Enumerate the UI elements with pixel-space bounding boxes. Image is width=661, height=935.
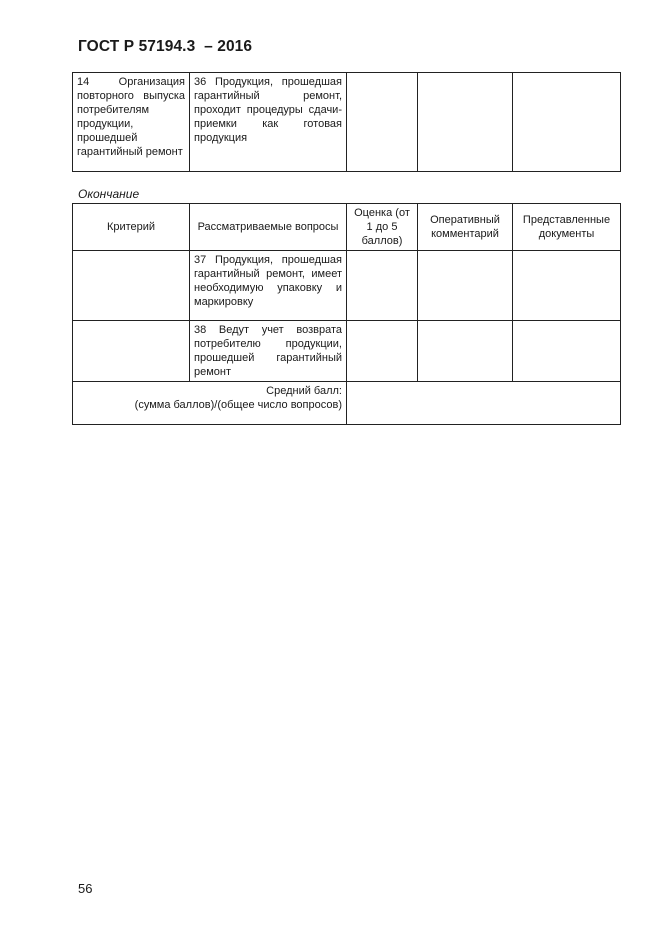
- column-header-criterion: Критерий: [73, 204, 190, 251]
- average-score-label: Средний балл:: [266, 385, 342, 397]
- table-row: [73, 321, 621, 382]
- question-cell: 38 Ведут учет возврата потребителю продукции, прошедшей гарантийный ремонт: [190, 321, 347, 382]
- continuation-label: Окончание: [78, 187, 140, 201]
- score-cell: [347, 251, 418, 321]
- documents-cell: [513, 321, 621, 382]
- criterion-cell: [73, 251, 190, 321]
- score-cell: [347, 321, 418, 382]
- table-row: [73, 73, 621, 172]
- comment-cell: [418, 321, 513, 382]
- document-header: ГОСТ Р 57194.3 – 2016: [78, 38, 253, 55]
- criterion-cell: 14 Организация повторного выпуска потребителям продукции, прошедшей гарантийный ремонт: [73, 73, 190, 172]
- criterion-cell: [73, 321, 190, 382]
- column-header-questions: Рассматриваемые вопросы: [190, 204, 347, 251]
- top-table: [72, 72, 621, 172]
- average-score-value-cell: [347, 382, 621, 425]
- table-header-row: [73, 204, 621, 251]
- comment-cell: [418, 73, 513, 172]
- column-header-documents: Представленные документы: [513, 204, 621, 251]
- average-score-row: [73, 382, 621, 425]
- average-score-formula: (сумма баллов)/(общее число вопросов): [134, 399, 342, 411]
- table-row: [73, 251, 621, 321]
- documents-cell: [513, 73, 621, 172]
- question-cell: 36 Продукция, прошедшая гарантийный ремонт, проходит процедуры сдачи-приемки как готовая продукция: [190, 73, 347, 172]
- column-header-score: Оценка (от 1 до 5 баллов): [347, 204, 418, 251]
- main-table: [72, 203, 621, 425]
- page-number: 56: [78, 881, 93, 896]
- comment-cell: [418, 251, 513, 321]
- question-cell: 37 Продукция, прошедшая гарантийный ремонт, имеет необходимую упаковку и маркировку: [190, 251, 347, 321]
- average-score-label-cell: [73, 382, 347, 425]
- column-header-comment: Оперативный комментарий: [418, 204, 513, 251]
- documents-cell: [513, 251, 621, 321]
- score-cell: [347, 73, 418, 172]
